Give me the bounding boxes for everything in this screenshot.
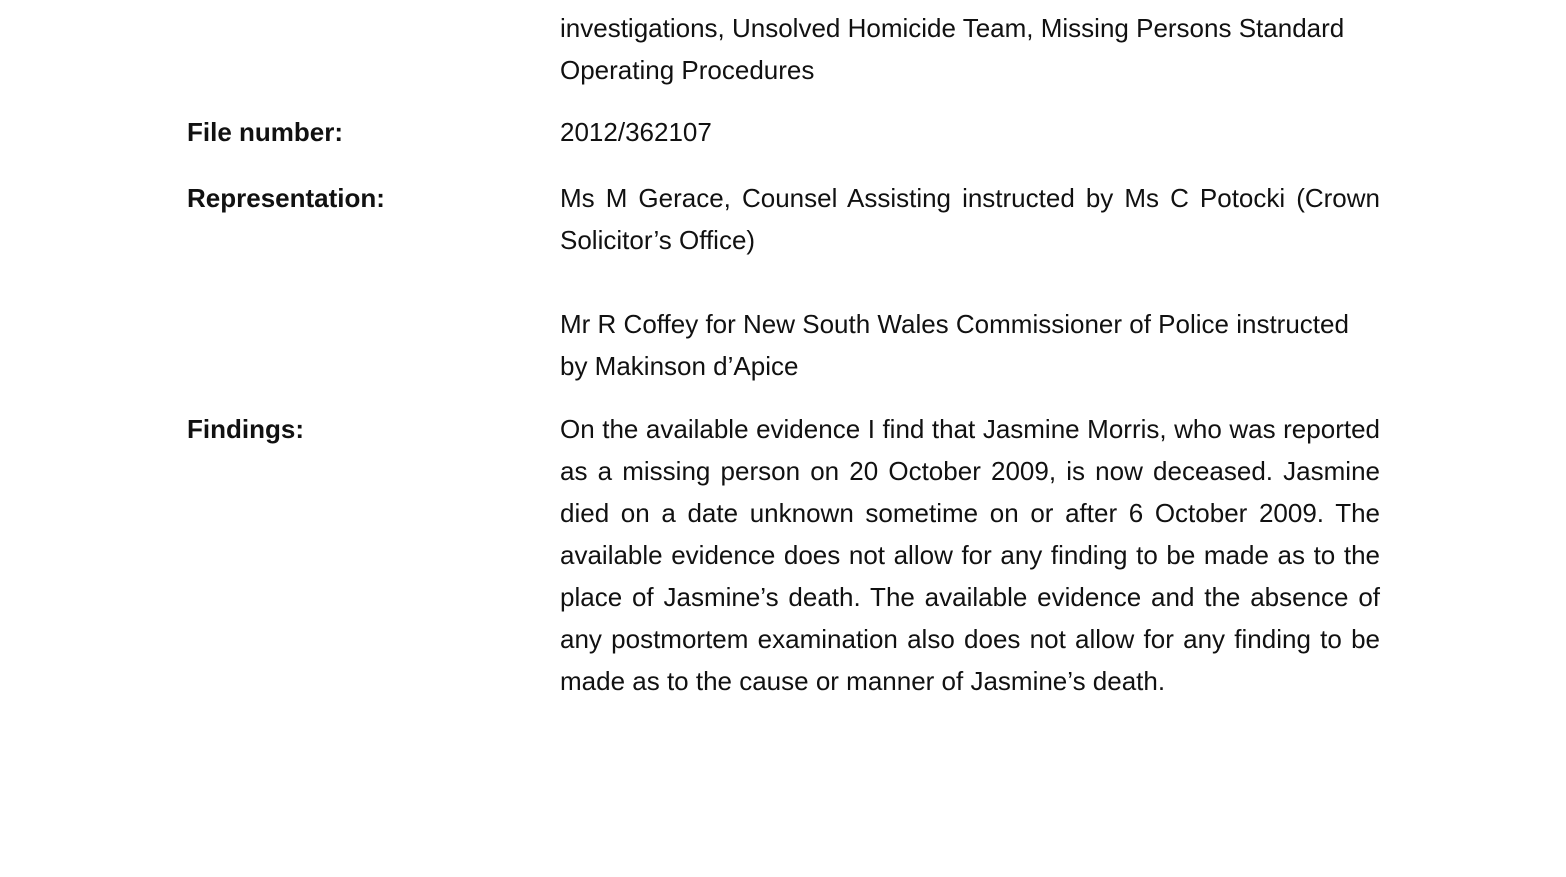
file-number-value: 2012/362107 xyxy=(560,117,712,147)
representation-label: Representation: xyxy=(187,183,385,213)
representation-paragraph-1: Ms M Gerace, Counsel Assisting instructed by Ms C Potocki (Crown Solicitor’s Office) xyxy=(560,183,1380,255)
representation-paragraph-2: Mr R Coffey for New South Wales Commissioner of Police instructed by Makinson d’Apice xyxy=(560,309,1349,381)
file-number-label: File number: xyxy=(187,117,344,147)
keywords-continuation xyxy=(560,7,1380,91)
keywords-line-1: investigations, Unsolved Homicide Team, Missing Persons Standard xyxy=(560,13,1345,43)
findings-label: Findings: xyxy=(187,414,304,444)
keywords-line-2: Operating Procedures xyxy=(560,55,815,85)
findings-text: On the available evidence I find that Jasmine Morris, who was reported as a missing person on 20 October 2009, is now deceased. Jasmine died on a date unknown sometime on or after 6 October 2009. The available evidence does not allow for any finding to be made as to the place of Jasmine’s death. The available evidence and the absence of any postmortem examination also does not allow for any finding to be made as to the cause or manner of Jasmine’s death. xyxy=(560,414,1380,696)
